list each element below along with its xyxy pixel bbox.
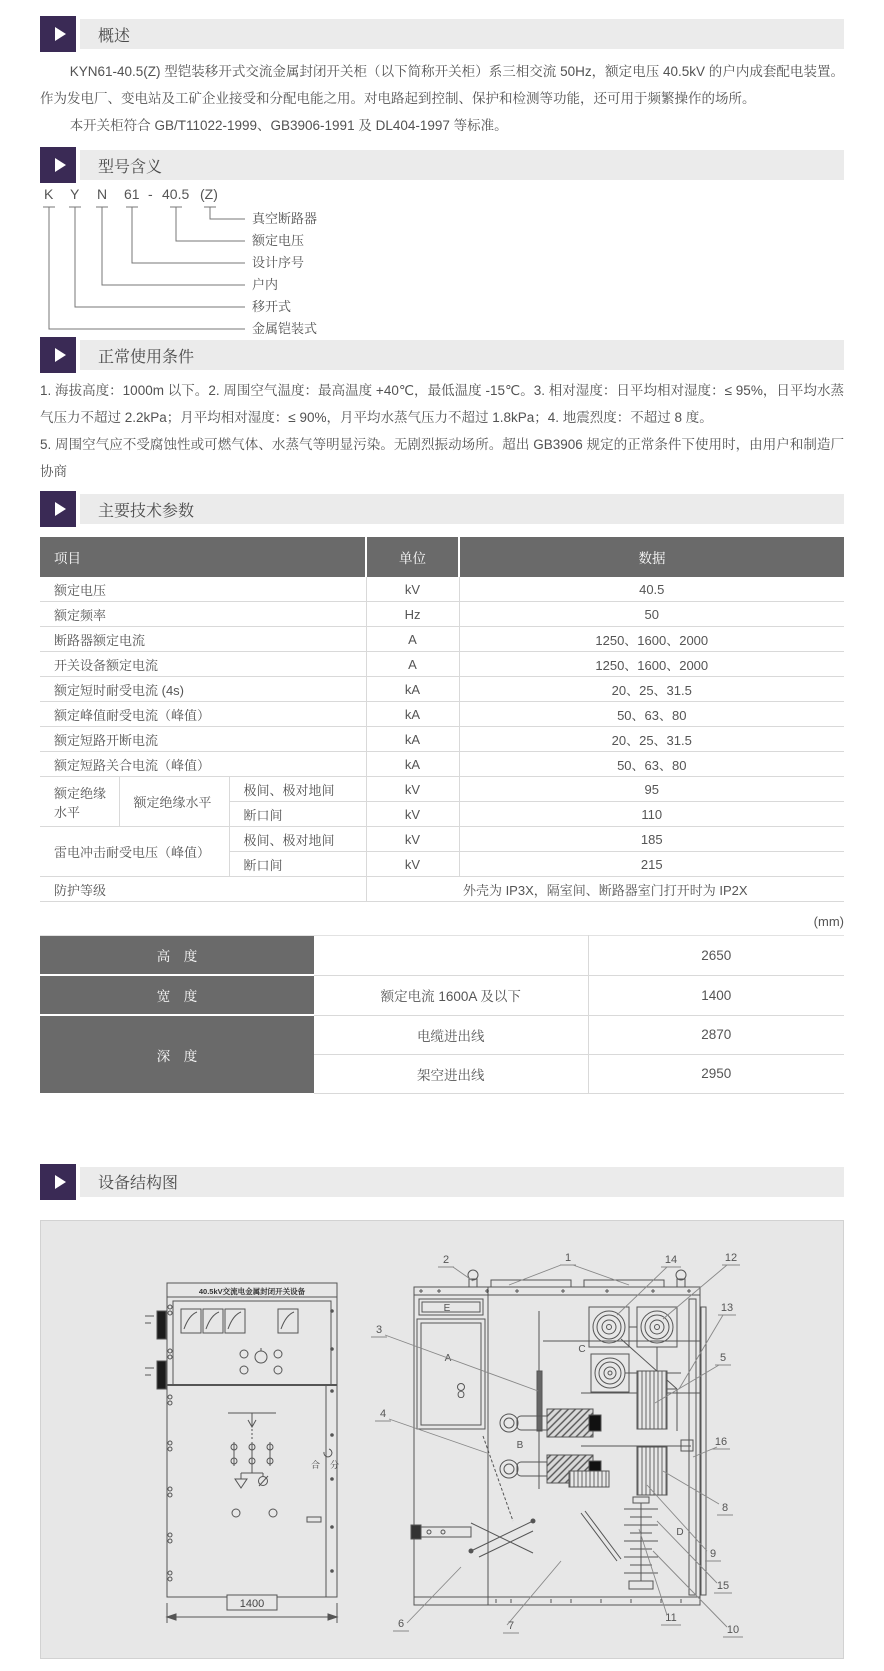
close-label: 合: [311, 1459, 321, 1470]
callout-6: 6: [397, 1617, 405, 1630]
cabinet-section-view: [371, 1252, 743, 1637]
dimension-row-depth: 架空进出线 2950: [40, 1054, 844, 1093]
current-transformer-lower: [637, 1447, 667, 1495]
callout-15: 15: [716, 1579, 730, 1592]
section-header-overview: [40, 16, 844, 52]
table-row: 额定频率 Hz 50: [40, 602, 844, 627]
compartment-letter-b: B: [516, 1439, 524, 1451]
table-row-insulation: 断口间 kV 110: [40, 802, 844, 827]
callout-12: 12: [724, 1251, 738, 1264]
insulation-group-label: 额定绝缘水平: [40, 777, 119, 827]
table-row: 断路器额定电流 A 1250、1600、2000: [40, 627, 844, 652]
protection-value: 外壳为 IP3X，隔室间、断路器室门打开时为 IP2X: [366, 877, 844, 902]
overview-paragraph-2: 本开关柜符合 GB/T11022-1999、GB3906-1991 及 DL404-1997 等标准。: [69, 118, 508, 133]
callout-1: 1: [564, 1251, 572, 1264]
play-icon: [40, 491, 76, 527]
open-label: 分: [330, 1459, 340, 1470]
indicator-lamps: [240, 1348, 282, 1374]
impulse-label: 雷电冲击耐受电压（峰值）: [40, 827, 229, 877]
callout-16: 16: [714, 1435, 728, 1448]
screw-dots: [331, 1309, 334, 1572]
column-header-item: 项目: [40, 537, 366, 577]
insulation-sub-label: 额定绝缘水平: [119, 777, 229, 827]
column-header-unit: 单位: [366, 537, 459, 577]
callout-3: 3: [375, 1323, 383, 1336]
structure-diagram: [41, 1221, 843, 1658]
technical-parameters-table: [40, 537, 844, 902]
callout-8: 8: [721, 1501, 729, 1514]
conditions-paragraph-2: 5. 周围空气应不受腐蚀性或可燃气体、水蒸气等明显污染。无剧烈振动场所。超出 GB3906 规定的正常条件下使用时，由用户和制造厂协商: [40, 437, 844, 479]
post-insulator: [624, 1497, 658, 1589]
compartment-letter-e: E: [443, 1302, 451, 1314]
current-transformer-upper: [637, 1371, 667, 1429]
model-label-design-serial: 设计序号: [252, 255, 305, 270]
model-code-405: 40.5: [162, 186, 190, 202]
conditions-paragraph-1: 1. 海拔高度：1000m 以下。2. 周围空气温度：最高温度 +40℃，最低温度 -15℃。3. 相对湿度：日平均相对湿度：≤ 95%，日平均水蒸气压力不超过 2.2kPa；月平均相对湿度：≤ 90%，月平均水蒸气压力不超过 1.8kPa；4. 地震烈度：不超过 8 度。: [40, 383, 844, 425]
table-row-protection: [40, 877, 844, 902]
play-icon: [40, 337, 76, 373]
callout-13: 13: [720, 1301, 734, 1314]
protection-label: 防护等级: [40, 877, 366, 902]
width-dimension: [167, 1595, 337, 1623]
height-value: 2650: [588, 936, 844, 976]
table-row-insulation: 额定绝缘水平 额定绝缘水平 极间、极对地间 kV 95: [40, 777, 844, 802]
model-label-withdrawable: 移开式: [252, 299, 292, 314]
section-header-conditions: [40, 337, 844, 373]
model-label-metal-clad: 金属铠装式: [252, 321, 318, 336]
front-width-dim: 1400: [239, 1597, 265, 1610]
dimension-row-depth: 深 度 电缆进出线 2870: [40, 1015, 844, 1054]
horizontal-coil: [569, 1471, 609, 1487]
callout-numbers: [376, 1252, 739, 1636]
model-designation-diagram: [40, 185, 844, 337]
section-title-model: 型号含义: [80, 150, 844, 180]
compartment-letter-d: D: [676, 1526, 684, 1538]
depth-label: 深 度: [40, 1015, 314, 1093]
section-title-structure: 设备结构图: [80, 1167, 844, 1197]
top-bolts: [419, 1289, 691, 1293]
model-code-z: (Z): [200, 186, 218, 202]
callout-11: 11: [665, 1611, 677, 1624]
callout-7: 7: [507, 1619, 515, 1632]
overview-paragraph-1: KYN61-40.5(Z) 型铠装移开式交流金属封闭开关柜（以下简称开关柜）系三相交流 50Hz，额定电压 40.5kV 的户内成套配电装置。作为发电厂、变电站及工矿企业接受和分配电能之用。对电路起到控制、保护和检测等功能，还可用于频繁操作的场所。: [40, 64, 844, 106]
table-row: 额定短路关合电流（峰值） kA 50、63、80: [40, 752, 844, 777]
table-row: 额定峰值耐受电流（峰值） kA 50、63、80: [40, 702, 844, 727]
section-header-params: [40, 491, 844, 527]
height-spec: [314, 936, 588, 976]
model-label-rated-voltage: 额定电压: [252, 233, 305, 248]
meter-icons: [181, 1309, 298, 1333]
door-hinges: [145, 1311, 166, 1389]
mimic-diagram: [228, 1413, 276, 1488]
table-row: 开关设备额定电流 A 1250、1600、2000: [40, 652, 844, 677]
model-code-n: N: [97, 186, 108, 202]
handle-arc: [324, 1449, 332, 1457]
model-label-vacuum-breaker: 真空断路器: [252, 211, 318, 226]
table-row-impulse: 雷电冲击耐受电压（峰值） 极间、极对地间 kV 185: [40, 827, 844, 852]
compartment-letter-o: O: [457, 1389, 465, 1401]
play-icon: [40, 1164, 76, 1200]
callout-14: 14: [664, 1253, 678, 1266]
dimension-row-width: [40, 975, 844, 1015]
callout-4: 4: [379, 1407, 387, 1420]
compartment-letter-c: C: [578, 1343, 586, 1355]
play-icon: [40, 147, 76, 183]
section-header-structure: [40, 1164, 844, 1200]
dimension-row-height: [40, 936, 844, 976]
compartment-letter-a: A: [444, 1352, 452, 1364]
model-code-k: K: [44, 186, 54, 202]
callout-10: 10: [726, 1623, 740, 1636]
section-title-params: 主要技术参数: [80, 494, 844, 524]
play-icon: [40, 16, 76, 52]
section-header-model: [40, 147, 844, 183]
model-code-61: 61: [124, 186, 140, 202]
section-title-conditions: 正常使用条件: [80, 340, 844, 370]
callout-5: 5: [719, 1351, 727, 1364]
table-row: 额定电压 kV 40.5: [40, 577, 844, 602]
height-label: 高 度: [40, 936, 314, 976]
width-value: 1400: [588, 975, 844, 1015]
dimensions-table: [40, 935, 844, 1094]
column-header-data: 数据: [459, 537, 844, 577]
model-code-dash: -: [148, 186, 153, 202]
table-row: 额定短时耐受电流 (4s) kA 20、25、31.5: [40, 677, 844, 702]
cabinet-front-view: [145, 1283, 339, 1623]
model-code-y: Y: [70, 186, 80, 202]
callout-9: 9: [709, 1547, 717, 1560]
table-header-row: [40, 537, 844, 577]
dimension-unit-note: (mm): [813, 914, 844, 929]
model-label-indoor: 户内: [252, 277, 279, 292]
table-row: 额定短路开断电流 kA 20、25、31.5: [40, 727, 844, 752]
section-title-overview: 概述: [80, 19, 844, 49]
callout-2: 2: [442, 1253, 450, 1266]
front-nameplate: 40.5kV交流电金属封闭开关设备: [198, 1286, 306, 1296]
hinge-knuckles: [168, 1305, 172, 1581]
table-row-impulse: 断口间 kV 215: [40, 852, 844, 877]
structure-diagram-panel: [40, 1220, 844, 1659]
width-label: 宽 度: [40, 975, 314, 1015]
width-spec: 额定电流 1600A 及以下: [314, 975, 588, 1015]
